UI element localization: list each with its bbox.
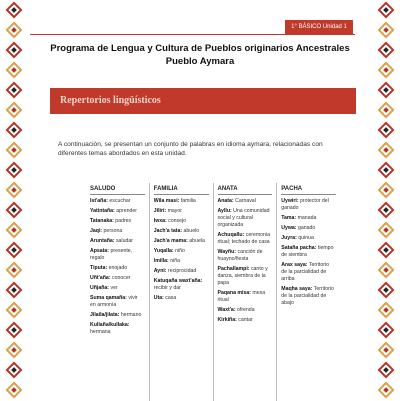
word-meaning: persona: [102, 228, 123, 234]
aymara-word: Aruntaña:: [90, 238, 115, 244]
aymara-word: Waxt'a:: [217, 307, 236, 313]
column-heading: PACHA: [281, 183, 336, 195]
word-meaning: reciprocidad: [166, 268, 197, 274]
vocabulary-entry: [154, 248, 209, 255]
column-heading: SALUDO: [90, 183, 145, 195]
word-meaning: mesa ritual: [217, 290, 266, 303]
word-meaning: ganado: [296, 225, 316, 231]
vocabulary-entry: [90, 218, 145, 225]
aymara-word: Ayni:: [153, 268, 167, 274]
vocabulary-entry: [90, 198, 145, 205]
vocabulary-entry: [90, 228, 145, 235]
word-meaning: abuela: [187, 238, 205, 244]
aymara-word: Arax saya:: [281, 262, 308, 268]
border-motif-icon: [378, 182, 395, 199]
aymara-word: Tiputa:: [90, 265, 108, 271]
border-motif-icon: [6, 162, 23, 179]
aymara-word: Uywa:: [281, 225, 297, 231]
word-meaning: manada: [296, 215, 317, 221]
vocabulary-entry: [281, 225, 336, 232]
aymara-word: Pachallampi:: [217, 266, 250, 272]
border-motif-icon: [378, 282, 395, 299]
border-motif-icon: [6, 242, 23, 259]
border-motif-icon: [6, 102, 23, 119]
vocabulary-entry: [90, 312, 145, 319]
border-motif-icon: [378, 222, 395, 239]
word-meaning: aprender: [114, 208, 138, 214]
left-decorative-border: [3, 0, 25, 400]
border-motif-icon: [6, 182, 23, 199]
section-title: Repertorios lingüísticos: [60, 95, 161, 106]
right-decorative-border: [375, 0, 397, 400]
unit-tab: 1° BÁSICO Unidad 1: [285, 20, 353, 34]
border-motif-icon: [378, 302, 395, 319]
border-motif-icon: [378, 2, 395, 19]
vocabulary-entry: [281, 262, 336, 283]
word-meaning: vivir en armonía: [90, 295, 138, 308]
header-divider: [30, 34, 355, 35]
vocabulary-entry: [218, 266, 273, 287]
aymara-word: Paqana misa:: [217, 290, 251, 296]
aymara-word: Wayñu:: [217, 249, 237, 255]
vocabulary-entry: [154, 228, 209, 235]
border-motif-icon: [378, 82, 395, 99]
section-banner: [50, 88, 356, 114]
border-motif-icon: [378, 62, 395, 79]
vocabulary-entry: [154, 218, 209, 225]
vocabulary-entry: [90, 208, 145, 215]
word-meaning: ceremonia ritual; techado de casa: [217, 232, 270, 245]
word-meaning: Territorio de la parcialidad de arriba: [281, 262, 330, 282]
aymara-word: Uñjaña:: [90, 285, 110, 291]
word-meaning: recibir y dar: [153, 285, 181, 291]
border-motif-icon: [378, 362, 395, 379]
word-meaning: cantar: [236, 317, 253, 323]
word-meaning: saludar: [114, 238, 133, 244]
aymara-word: Anata:: [217, 198, 234, 204]
border-motif-icon: [378, 42, 395, 59]
vocabulary-column: [86, 183, 149, 401]
vocabulary-entry: [281, 235, 336, 242]
aymara-word: Achuqallu:: [217, 232, 245, 238]
word-meaning: familia: [179, 198, 196, 204]
word-meaning: quinua: [296, 235, 314, 241]
vocabulary-entry: [154, 295, 209, 302]
vocabulary-entry: [154, 268, 209, 275]
word-meaning: padres: [113, 218, 132, 224]
vocabulary-entry: [218, 232, 273, 246]
border-motif-icon: [6, 262, 23, 279]
border-motif-icon: [6, 342, 23, 359]
word-meaning: Territorio de la parcialidad de abajo: [281, 286, 334, 306]
word-meaning: Carnaval: [233, 198, 256, 204]
word-meaning: canto y danza, siembra de la papa: [217, 266, 268, 286]
border-motif-icon: [6, 2, 23, 19]
word-meaning: enojado: [107, 265, 128, 271]
vocabulary-entry: [90, 265, 145, 272]
border-motif-icon: [6, 142, 23, 159]
border-motif-icon: [6, 62, 23, 79]
border-motif-icon: [378, 102, 395, 119]
aymara-word: Jiliri:: [153, 208, 167, 214]
vocabulary-column: [149, 183, 213, 401]
border-motif-icon: [378, 202, 395, 219]
vocabulary-entry: [90, 238, 145, 245]
aymara-word: Katuqaña waxt'aña:: [153, 278, 203, 284]
word-meaning: niña: [168, 258, 180, 264]
aymara-word: Juyra:: [281, 235, 297, 241]
border-motif-icon: [6, 362, 23, 379]
program-title: [40, 42, 360, 68]
vocabulary-entry: [218, 208, 273, 229]
vocabulary-entry: [281, 245, 336, 259]
program-title-line1: Programa de Lengua y Cultura de Pueblos originarios Ancestrales: [50, 43, 350, 54]
vocabulary-entry: [218, 307, 273, 314]
border-motif-icon: [378, 142, 395, 159]
vocabulary-column: [276, 183, 340, 401]
word-meaning: casa: [163, 295, 177, 301]
word-meaning: tiempo de siembra: [281, 245, 334, 258]
border-motif-icon: [6, 122, 23, 139]
vocabulary-entry: [90, 285, 145, 292]
aymara-word: Yatintaña:: [90, 208, 115, 214]
border-motif-icon: [6, 282, 23, 299]
border-motif-icon: [6, 222, 23, 239]
word-meaning: hermana: [90, 329, 111, 335]
vocabulary-column: [213, 183, 277, 401]
border-motif-icon: [378, 242, 395, 259]
aymara-word: Tama:: [281, 215, 297, 221]
aymara-word: Iwxa:: [153, 218, 167, 224]
aymara-word: Jaqi:: [90, 228, 103, 234]
vocabulary-entry: [281, 198, 336, 212]
aymara-word: Suma qamaña:: [90, 295, 127, 301]
border-motif-icon: [378, 262, 395, 279]
vocabulary-entry: [281, 215, 336, 222]
word-meaning: canción de huayno/fiesta: [217, 249, 263, 262]
border-motif-icon: [378, 342, 395, 359]
aymara-word: Tatanaka:: [90, 218, 114, 224]
word-meaning: consejo: [166, 218, 187, 224]
aymara-word: Jilaila/jilata:: [90, 312, 120, 318]
word-meaning: conocer: [110, 275, 131, 281]
aymara-word: Uñt'aña:: [90, 275, 111, 281]
aymara-word: Jach'a tata:: [153, 228, 183, 234]
word-meaning: protector del ganado: [281, 198, 329, 211]
word-meaning: ver: [109, 285, 118, 291]
column-heading: ANATA: [218, 183, 273, 195]
word-meaning: abuelo: [182, 228, 200, 234]
vocabulary-entry: [90, 248, 145, 262]
vocabulary-entry: [154, 198, 209, 205]
program-title-line2: Pueblo Aymara: [165, 56, 235, 67]
aymara-word: Ayllu:: [217, 208, 232, 214]
vocabulary-entry: [154, 238, 209, 245]
border-motif-icon: [378, 122, 395, 139]
border-motif-icon: [378, 322, 395, 339]
word-meaning: mayor: [166, 208, 183, 214]
vocabulary-entry: [281, 286, 336, 307]
border-motif-icon: [6, 202, 23, 219]
aymara-word: Uta:: [153, 295, 164, 301]
vocabulary-entry: [90, 322, 145, 336]
vocabulary-entry: [218, 317, 273, 324]
aymara-word: Apsata:: [90, 248, 110, 254]
aymara-word: Kullaña/kullaka:: [90, 322, 130, 328]
aymara-word: Kirkiña:: [217, 317, 237, 323]
border-motif-icon: [378, 162, 395, 179]
border-motif-icon: [6, 22, 23, 39]
aymara-word: Wila masi:: [153, 198, 180, 204]
border-motif-icon: [6, 302, 23, 319]
border-motif-icon: [6, 42, 23, 59]
vocabulary-entry: [90, 295, 145, 309]
column-heading: FAMILIA: [154, 183, 209, 195]
word-meaning: Una comunidad social y cultural organizada: [217, 208, 270, 228]
border-motif-icon: [378, 22, 395, 39]
vocabulary-entry: [90, 275, 145, 282]
aymara-word: Maqha saya:: [281, 286, 313, 292]
aymara-word: Ist'aña:: [90, 198, 108, 204]
word-meaning: hermano: [119, 312, 142, 318]
aymara-word: Jach'a mama:: [153, 238, 188, 244]
word-meaning: ofrenda: [235, 307, 255, 313]
word-meaning: niño: [173, 248, 185, 254]
vocabulary-entry: [218, 249, 273, 263]
vocabulary-entry: [154, 278, 209, 292]
border-motif-icon: [6, 382, 23, 399]
intro-paragraph: A continuación, se presentan un conjunto de palabras en idioma aymara, relacionadas con diferentes temas abordados en esta unidad.: [58, 140, 323, 157]
aymara-word: Imilla:: [153, 258, 169, 264]
aymara-word: Uywiri:: [281, 198, 299, 204]
border-motif-icon: [6, 322, 23, 339]
vocabulary-entry: [154, 258, 209, 265]
vocabulary-entry: [218, 290, 273, 304]
vocabulary-entry: [218, 198, 273, 205]
vocabulary-table: [86, 183, 340, 401]
aymara-word: Sataña pacha:: [281, 245, 317, 251]
word-meaning: presente, regalo: [90, 248, 133, 261]
word-meaning: escuchar: [107, 198, 131, 204]
vocabulary-entry: [154, 208, 209, 215]
border-motif-icon: [6, 82, 23, 99]
border-motif-icon: [378, 382, 395, 399]
aymara-word: Yuqalla:: [153, 248, 174, 254]
